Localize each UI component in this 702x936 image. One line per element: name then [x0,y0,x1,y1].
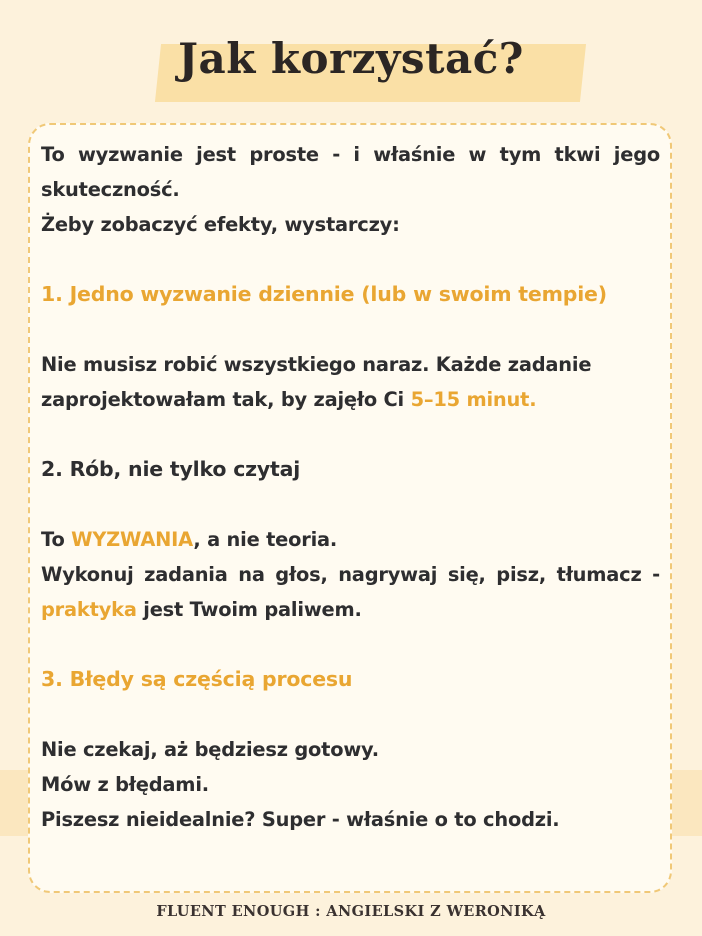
step1-time-highlight: 5–15 minut. [410,388,537,411]
step2-challenges-highlight: WYZWANIA [71,528,194,551]
step1-text-main: Nie musisz robić wszystkiego naraz. Każde zadanie zaprojektowałam tak, by zajęło Ci [41,353,592,411]
step2-line2 [41,557,660,627]
step2-line1 [41,522,660,557]
intro-text: To wyzwanie jest proste - i właśnie w tym tkwi jego skuteczność. [41,143,660,201]
step3-heading: 3. Błędy są częścią procesu [41,667,353,691]
step2-line2-end: jest Twoim paliwem. [136,598,362,621]
content-card [28,123,672,893]
step2-line1-suffix: , a nie teoria. [193,528,338,551]
header [0,30,702,111]
step3-line2: Mów z błędami. [41,773,209,796]
step3-line1: Nie czekaj, aż będziesz gotowy. [41,738,379,761]
footer-brand: FLUENT ENOUGH : ANGIELSKI Z WERONIKĄ [156,903,546,920]
step2-practice-highlight: praktyka [41,598,137,621]
step1-text [41,347,660,417]
intro-subtext: Żeby zobaczyć efekty, wystarczy: [41,213,400,236]
step2-line2-main: Wykonuj zadania na głos, nagrywaj się, pisz, tłumacz - [41,563,660,586]
step2-heading: 2. Rób, nie tylko czytaj [41,457,301,481]
step3-line3: Piszesz nieidealnie? Super - właśnie o to chodzi. [41,808,560,831]
page-title: Jak korzystać? [178,34,524,83]
step1-heading: 1. Jedno wyzwanie dziennie (lub w swoim tempie) [41,282,607,306]
step2-line1-prefix: To [41,528,72,551]
